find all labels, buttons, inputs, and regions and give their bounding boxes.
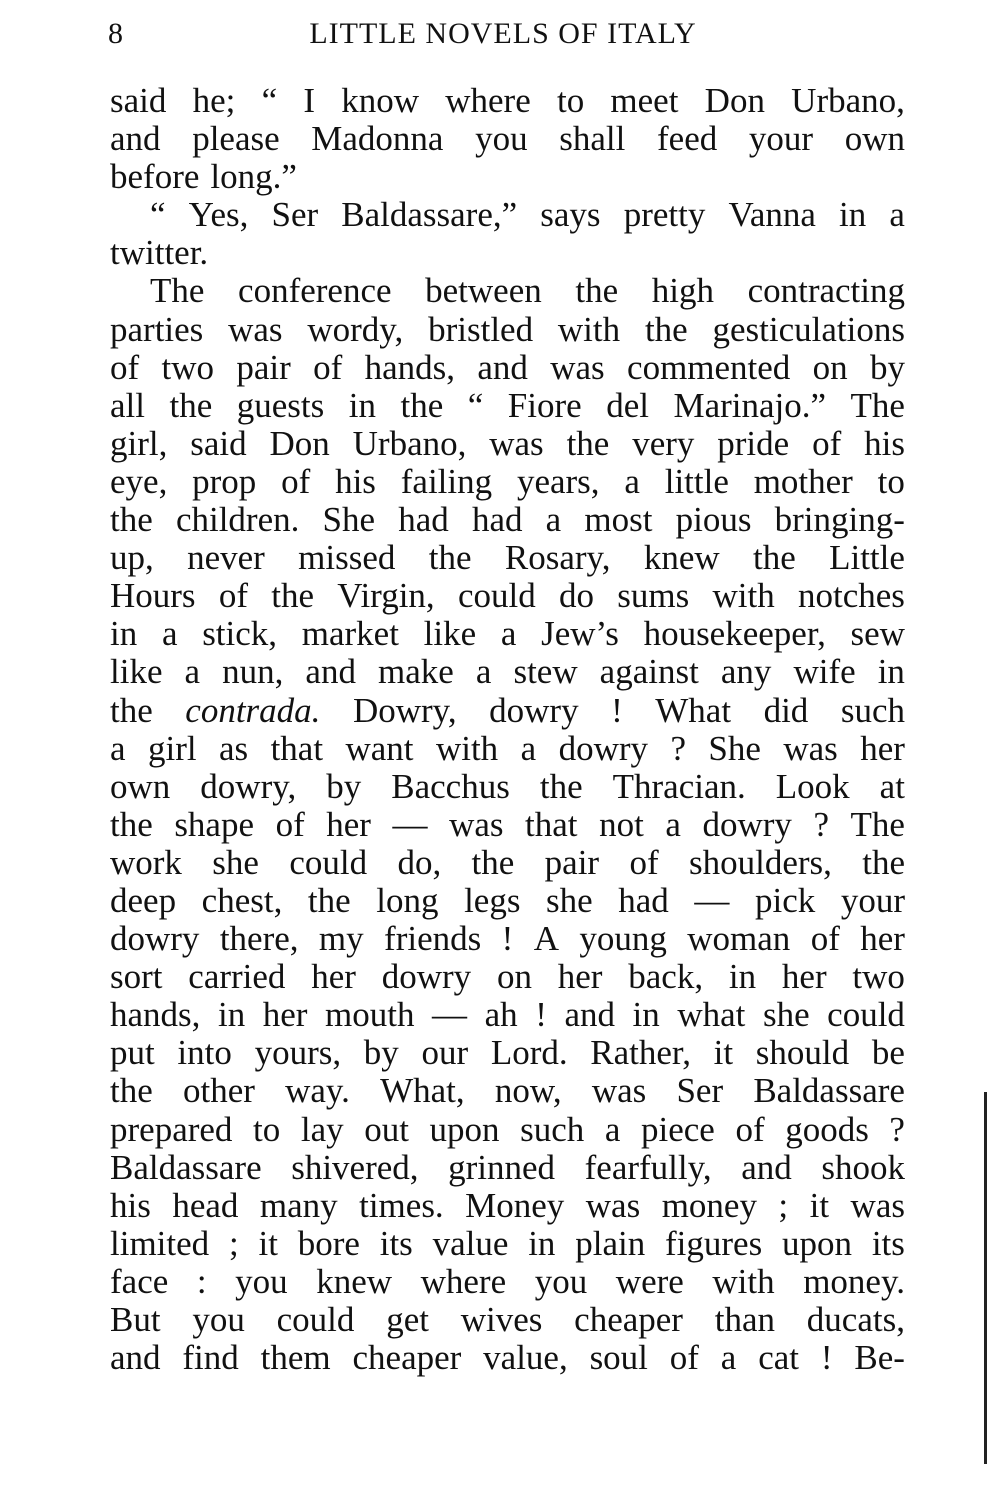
text-line: said he; “ I know where to meet Don Urbano,: [110, 81, 905, 120]
text-line: the contrada. Dowry, dowry ! What did such: [110, 690, 905, 730]
running-title: LITTLE NOVELS OF ITALY: [309, 17, 697, 50]
text-line: prepared to lay out upon such a piece of goods ?: [110, 1109, 905, 1149]
text-line: like a nun, and make a stew against any wife in: [110, 652, 905, 692]
text-line: “ Yes, Ser Baldassare,” says pretty Vanna in a: [150, 195, 905, 235]
text-line: own dowry, by Bacchus the Thracian. Look at: [110, 766, 905, 806]
text-line: before long.”: [110, 157, 297, 197]
text-line: the children. She had had a most pious bringing-: [110, 500, 905, 540]
text-line: and please Madonna you shall feed your own: [110, 119, 905, 159]
text-line: up, never missed the Rosary, knew the Little: [110, 538, 905, 578]
text-line: and find them cheaper value, soul of a cat ! Be-: [110, 1338, 905, 1378]
page-number: 8: [108, 17, 124, 50]
text-line: limited ; it bore its value in plain figures upon its: [110, 1223, 905, 1263]
text-line: of two pair of hands, and was commented on by: [110, 347, 905, 387]
text-line: eye, prop of his failing years, a little mother to: [110, 461, 905, 501]
text-line: The conference between the high contracting: [150, 271, 905, 311]
text-line: work she could do, the pair of shoulders, the: [110, 842, 905, 882]
text-line: sort carried her dowry on her back, in her two: [110, 957, 905, 997]
text-line: a girl as that want with a dowry ? She was her: [110, 728, 905, 768]
text-line: the other way. What, now, was Ser Baldassare: [110, 1071, 905, 1111]
text-line: dowry there, my friends ! A young woman of her: [110, 919, 905, 959]
body-text: [110, 82, 905, 1377]
page-edge-rule: [984, 1092, 987, 1464]
text-line: his head many times. Money was money ; it was: [110, 1185, 905, 1225]
text-line: Hours of the Virgin, could do sums with notches: [110, 576, 905, 616]
text-line: all the guests in the “ Fiore del Marinajo.” The: [110, 385, 905, 425]
text-line: hands, in her mouth — ah ! and in what she could: [110, 995, 905, 1035]
text-line: parties was wordy, bristled with the gesticulations: [110, 309, 905, 349]
text-line: But you could get wives cheaper than ducats,: [110, 1300, 905, 1339]
text-line: twitter.: [110, 233, 209, 273]
text-line: put into yours, by our Lord. Rather, it should be: [110, 1033, 905, 1073]
text-line: deep chest, the long legs she had — pick your: [110, 880, 905, 920]
text-line: in a stick, market like a Jew’s housekeeper, sew: [110, 614, 905, 654]
text-line: Baldassare shivered, grinned fearfully, and shook: [110, 1147, 905, 1187]
text-line: face : you knew where you were with money.: [110, 1261, 905, 1301]
text-line: girl, said Don Urbano, was the very pride of his: [110, 423, 905, 463]
text-line: the shape of her — was that not a dowry ? The: [110, 804, 905, 844]
running-head: [108, 14, 908, 54]
